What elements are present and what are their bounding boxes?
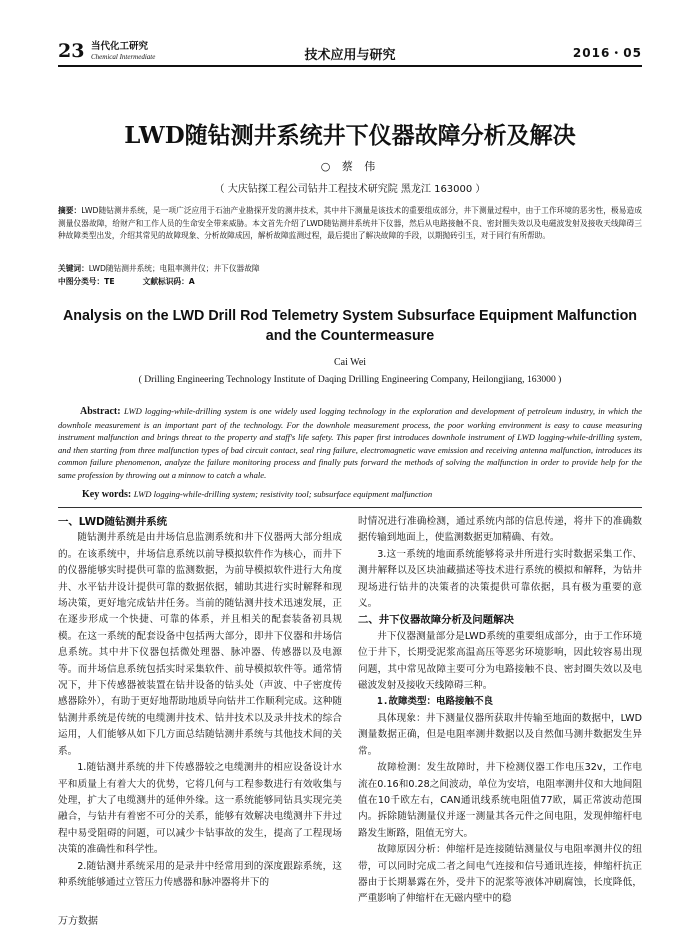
section-heading-1: 一、LWD随钻测井系统 [58,516,168,528]
article-title-en [0,306,700,346]
affiliation-en: ( Drilling Engineering Technology Institute of Daqing Drilling Engineering Company, Heilongjiang, 163000 ) [138,374,562,385]
keywords-en-text: LWD logging-while-drilling system; resistivity tool; subsurface equipment malfunction [133,489,433,499]
abstract-cn [58,205,642,243]
clc-label: 中图分类号： [58,277,105,286]
paragraph: 3.这一系统的地面系统能够将录井所进行实时数据采集工作、测井解释以及区块油藏描述等技术进行系统的模拟和解释，为钻井现场进行钻井的决策者的决策提供可靠依据，具有极为重要的意义。 [358,548,642,610]
body-column-right [358,514,642,908]
keywords-cn-text: LWD随钻测井系统；电阻率测井仪；井下仪器故障 [88,264,260,273]
author-cn: ○ 蔡 伟 [320,160,380,173]
abstract-en-label: Abstract [80,406,118,417]
doc-code-label: 文献标识码： [142,277,189,286]
paragraph: 时情况进行准确检测，通过系统内部的信息传递，将井下的准确数据传输到地面上，使监测数据更加精确、有效。 [358,516,642,544]
paragraph: 故障检测：发生故障时，井下检测仪器工作电压32v，工作电流在0.16和0.28之间波动，单位为安培，电阻率测井仪和大地间阻值在10千欧左右，CAN通讯线系统电阻值77欧，属正常波动范围内。拆除随钻测量仪并逐一测量其各元件之间电阻，发现伸缩杆电路发生断路，阻值无穷大。 [358,762,642,839]
article-title-cn: LWD随钻测井系统井下仪器故障分析及解决 [124,122,576,149]
abstract-en-text: LWD logging-while-drilling system is one widely used logging technology in the exploration and development of petroleum industry, in which the downhole measurement is an important part of the technology. For the downhole measurement process, the poor working environment is easy to cause measuring instrument malfunction and brings threat to the property and staff's life safety. This paper first introduces downhole instrument of LWD logging-while-drilling system, and then starting from three malfunction types of bad circuit contact, seal ring failure, electromagnetic wave emission and receiving antenna malfunction, introduces its common failure phenomenon, analyze the failure monitoring process and finally puts forward the methods of solving the malfunction in order to provide help for the same profession by throwing out a minnow to catch a whale. [58,406,642,480]
keywords-en: Key words: LWD logging-while-drilling system; resistivity tool; subsurface equipment malfunction [82,489,433,500]
issue-date: 2016・05 [572,46,642,60]
journal-name-cn: 当代化工研究 [91,41,149,52]
subsection-heading: 1.故障类型：电路接触不良 [377,696,493,708]
abstract-en: Abstract: LWD logging-while-drilling system is one widely used logging technology in the exploration and development of petroleum industry, in which the downhole measurement is an important part of the technology. For the downhole measurement process, the poor working environment is easy to cause measuring instrument malfunction and brings threat to the property and staff's life safety. This paper first introduces downhole instrument of LWD logging-while-drilling system, and then starting from three malfunction types of bad circuit contact, seal ring failure, electromagnetic wave emission and receiving antenna malfunction, introduces its common failure phenomenon, analyze the failure monitoring process and finally puts forward the methods of solving the malfunction in order to provide help for the same profession by throwing out a minnow to catch a whale. [58,406,642,480]
body-column-left [58,514,342,891]
section-name: 技术应用与研究 [304,48,396,63]
header-rule [58,65,642,67]
paragraph: 井下仪器测量部分是LWD系统的重要组成部分，由于工作环境位于井下，长期受泥浆高温高压等恶劣环境影响，因此较容易出现问题，其中常见故障主要可分为电路接触不良、密封圈失效以及电磁波发射及接收天线障碍三种。 [358,630,642,692]
article-title-en-line2: and the Countermeasure [265,328,435,344]
paragraph: 具体现象：井下测量仪器所获取井传输至地面的数据中，LWD测量数据正确，但是电阻率测井数据以及自然伽马测井数据发生异常。 [358,712,642,757]
article-title-en-line1: Analysis on the LWD Drill Rod Telemetry System Subsurface Equipment Malfunction [62,308,638,324]
classification [58,276,642,289]
paragraph: 故障原因分析：伸缩杆是连接随钻测量仪与电阻率测井仪的纽带，可以同时完成二者之间电气连接和信号通讯连接，伸缩杆抗正器由于长期暴露在外，受井下的泥浆等液体冲刷腐蚀，长度降低，严重影响了伸缩杆在无磁内壁中的稳 [358,844,642,905]
paragraph: 2.随钻测井系统采用的是录井中经常用到的深度跟踪系统，这种系统能够通过立管压力传感器和脉冲器将井下的 [58,860,342,888]
doc-code-value: A [188,277,195,286]
clc-value: TE [104,277,115,286]
section-heading-2: 二、井下仪器故障分析及问题解决 [358,614,514,627]
page-number: 23 [58,40,85,62]
keywords-cn-label: 关键词： [58,264,89,273]
footer-watermark: 万方数据 [58,916,98,927]
author-en: Cai Wei [333,357,367,368]
affiliation-cn: （ 大庆钻探工程公司钻井工程技术研究院 黑龙江 163000 ） [214,184,486,195]
abstract-cn-label: 摘要： [58,206,82,215]
keywords-cn [58,263,642,276]
keywords-en-label: Key words [82,489,128,500]
abstract-cn-text: LWD随钻测井系统，是一项广泛应用于石油产业勘探开发的测井技术，其中井下测量是该技术的重要组成部分，井下测量过程中，由于工作环境的恶劣性，极易造成测量仪器故障，给财产和工作人员的生命安全带来威胁。本文首先介绍了LWD随钻测井系统井下仪器，然后从电路接触不良、密封圈失效以及电磁波发射及接收天线障碍三种故障类型出发，介绍其常见的故障现象、分析故障成因，解析故障监测过程，最后提出了解决故障的手段，以期抛砖引玉，对于同行有所帮助。 [58,206,642,241]
abstract-rule [58,507,642,508]
running-header [58,40,642,64]
paragraph: 随钻测井系统是由井场信息监测系统和井下仪器两大部分组成的。在该系统中，井场信息系统以前导模拟软件作为核心，而井下的仪器能够实时提供可靠的监测数据，为前导模拟软件进行大角度井、水平钻井设计提供可靠的数据依据，辅助其进行实时解释和现场决策，更好地完成钻井任务。当前的随钻测井技术迅速发展，正在逐步形成一个快捷、可靠的体系，并且相关的配套装备初具规模。在这一系统的配套设备中包括两大部分，即井下仪器和井场信息系统。其中井下仪器包括微处理器、脉冲器、传感器以及电源等。而井场信息系统包括实时采集软件、前导模拟软件等。通常情况下，井下传感器被装置在钻井设备的钻头处（声波、中子密度传感器除外），有助于更好地帮助地质导向钻井工作顺利完成。这种随钻测井系统是传统的电缆测井技术、钻井技术以及录井技术的综合运用，人们能够从如下几方面总结随钻测井系统与其他技术间的关系。 [58,532,342,757]
paragraph: 1.随钻测井系统的井下传感器较之电缆测井的相应设备设计水平和质量上有着大大的优势，它将几何与工程参数进行有效收集与处理，扩大了电缆测井的延伸外缘。这一系统能够同钻具实现完美融合，与钻井有着密不可分的关系，能够有效解决电缆测井下井过程中易受阻碍的问题，可以减少卡钻事故的发生，提高了工程现场决策的准确性和科学性。 [58,762,342,856]
journal-name-en: Chemical Intermediate [91,53,156,61]
